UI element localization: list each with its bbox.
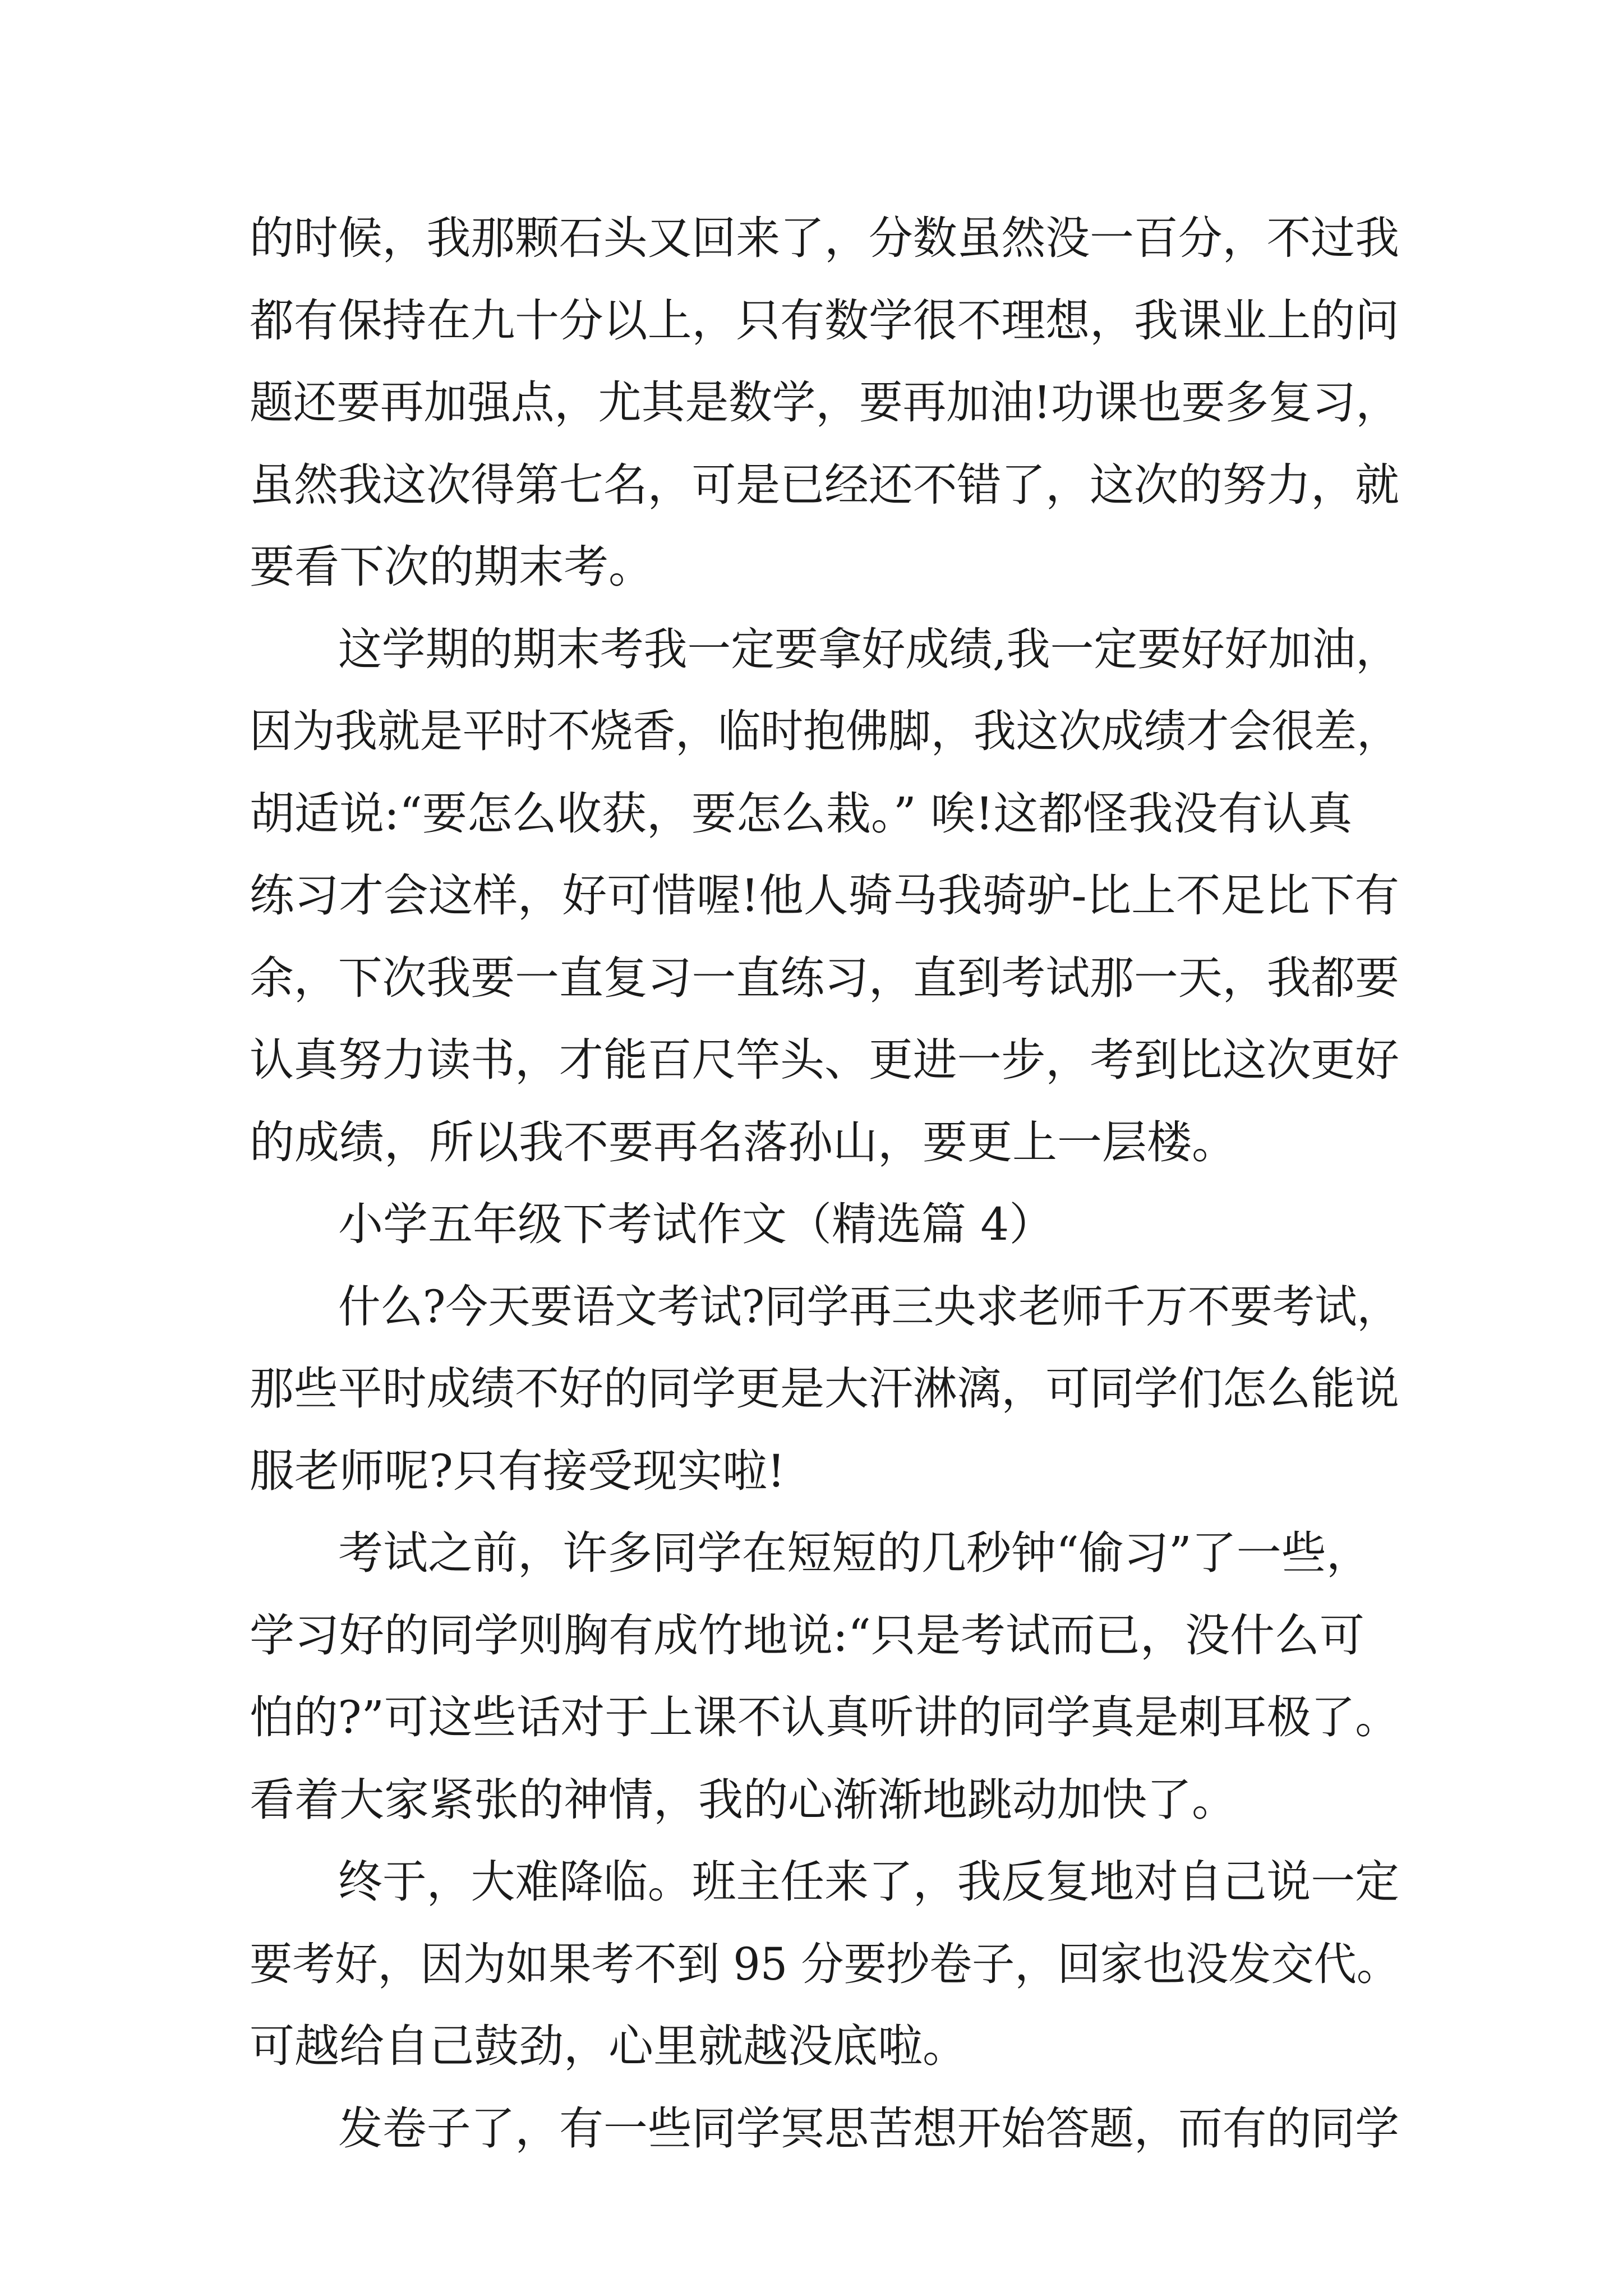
text-line: 胡适说:“要怎么收获，要怎么栽。” 唉!这都怪我没有认真: [250, 787, 1353, 840]
text-line: 因为我就是平时不烧香，临时抱佛脚，我这次成绩才会很差，: [250, 705, 1399, 757]
text-line: 虽然我这次得第七名，可是已经还不错了，这次的努力，就: [250, 458, 1399, 511]
text-line: 要看下次的期末考。: [250, 541, 653, 593]
text-line: 什么?今天要语文考试?同学再三央求老师千万不要考试，: [338, 1280, 1399, 1333]
text-line: 学习好的同学则胸有成竹地说:“只是考试而已，没什么可: [250, 1609, 1364, 1662]
text-line: 这学期的期末考我一定要拿好成绩,我一定要好好加油，: [338, 623, 1399, 675]
text-line: 都有保持在九十分以上，只有数学很不理想，我课业上的问: [250, 294, 1399, 347]
text-line: 题还要再加强点，尤其是数学，要再加油!功课也要多复习，: [250, 376, 1399, 429]
text-line: 的时候，我那颗石头又回来了，分数虽然没一百分，不过我: [250, 212, 1399, 264]
text-line: 要考好，因为如果考不到 95 分要抄卷子，回家也没发交代。: [250, 1938, 1399, 1990]
section-heading: 小学五年级下考试作文（精选篇 4）: [338, 1198, 1054, 1250]
text-line: 服老师呢?只有接受现实啦!: [250, 1444, 786, 1497]
text-line: 发卷子了，有一些同学冥思苦想开始答题，而有的同学: [338, 2102, 1399, 2155]
text-line: 可越给自己鼓劲，心里就越没底啦。: [250, 2020, 967, 2072]
text-line: 考试之前，许多同学在短短的几秒钟“偷习”了一些，: [338, 1527, 1371, 1579]
text-line: 认真努力读书，才能百尺竿头、更进一步，考到比这次更好: [250, 1034, 1399, 1086]
text-line: 终于，大难降临。班主任来了，我反复地对自己说一定: [338, 1856, 1399, 1908]
text-line: 余，下次我要一直复习一直练习，直到考试那一天，我都要: [250, 951, 1399, 1004]
text-line: 怕的?”可这些话对于上课不认真听讲的同学真是刺耳极了。: [250, 1691, 1399, 1743]
essay-body: [250, 197, 1399, 2170]
text-line: 练习才会这样，好可惜喔!他人骑马我骑驴-比上不足比下有: [250, 869, 1399, 922]
text-line: 那些平时成绩不好的同学更是大汗淋漓，可同学们怎么能说: [250, 1363, 1399, 1415]
text-line: 看着大家紧张的神情，我的心渐渐地跳动加快了。: [250, 1773, 1237, 1826]
text-line: 的成绩，所以我不要再名落孙山，要更上一层楼。: [250, 1116, 1237, 1168]
